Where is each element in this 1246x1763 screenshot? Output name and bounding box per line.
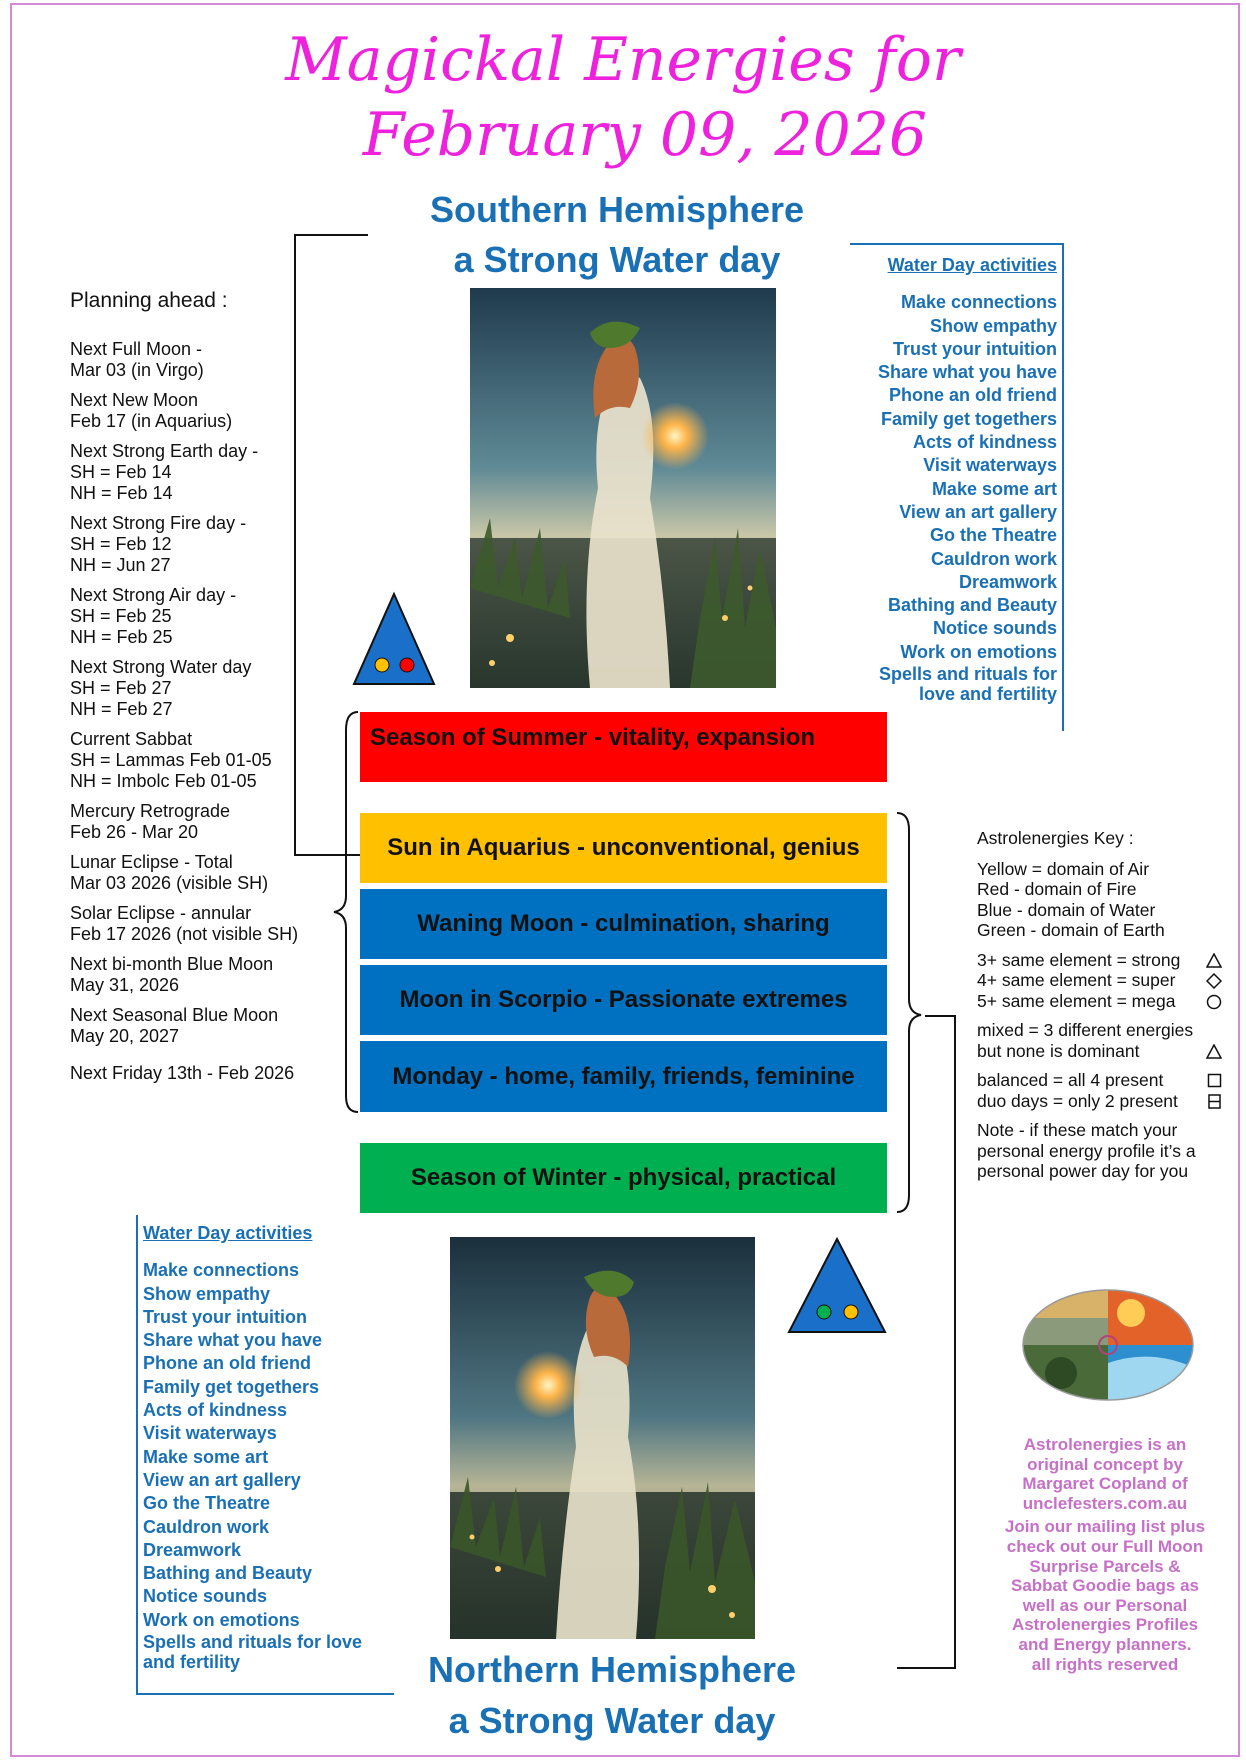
water-goddess-photo-bottom	[450, 1237, 755, 1639]
activity-item: Family get togethers	[880, 408, 1057, 429]
credit-paragraph: Join our mailing list plus check out our Full Moon Surprise Parcels & Sabbat Goodie bags as well as our Personal Astrolenergies Profiles and Energy planners.	[1004, 1517, 1206, 1654]
activities-left	[143, 1222, 388, 1672]
planning-item: Next Full Moon - Mar 03 (in Virgo)	[70, 339, 204, 380]
season-winter-bar: Season of Winter - physical, practical	[360, 1143, 887, 1213]
activity-item: Notice sounds	[143, 1586, 268, 1607]
triangle-icon	[1206, 1044, 1222, 1059]
activity-item: Spells and rituals for	[878, 664, 1057, 685]
southern-heading-line2: a Strong Water day	[453, 239, 781, 280]
activity-item: love and fertility	[918, 684, 1057, 705]
activity-item: Go the Theatre	[929, 525, 1057, 546]
activity-item: Visit waterways	[143, 1423, 277, 1444]
strong-water-triangle-north	[785, 1235, 889, 1337]
diamond-icon	[1206, 973, 1222, 989]
activity-item: Phone an old friend	[143, 1353, 312, 1374]
activity-item: Cauldron work	[143, 1516, 270, 1537]
key-color-water: Blue - domain of Water	[977, 899, 1156, 920]
planning-item: Next Strong Water day SH = Feb 27 NH = Feb 27	[70, 657, 252, 719]
planning-item: Next Strong Air day - SH = Feb 25 NH = Feb 25	[70, 585, 237, 647]
activity-item: Bathing and Beauty	[887, 595, 1057, 616]
activity-item: Family get togethers	[143, 1376, 320, 1397]
activity-item: Make some art	[931, 478, 1057, 499]
activity-item: Spells and rituals for love	[143, 1632, 363, 1653]
page-title-line2: February 09, 2026	[362, 100, 928, 170]
water-goddess-photo-top	[470, 288, 776, 688]
moon-phase-bar: Waning Moon - culmination, sharing	[360, 889, 887, 959]
key-mixed-line2: but none is dominant	[977, 1040, 1140, 1061]
activity-item: Acts of kindness	[912, 432, 1057, 453]
sun-sign-bar: Sun in Aquarius - unconventional, genius	[360, 813, 887, 883]
northern-heading-line1: Northern Hemisphere	[427, 1649, 797, 1690]
activity-item: View an art gallery	[899, 501, 1057, 522]
key-balanced: balanced = all 4 present	[977, 1070, 1164, 1090]
activity-item: Make connections	[900, 292, 1057, 313]
key-color-air: Yellow = domain of Air	[977, 858, 1150, 879]
activity-item: Dreamwork	[958, 571, 1057, 592]
credit-paragraph: Astrolenergies is an original concept by Margaret Copland of unclefesters.com.au	[1022, 1435, 1188, 1513]
activity-item: Acts of kindness	[143, 1400, 288, 1421]
moon-sign-bar: Moon in Scorpio - Passionate extremes	[360, 965, 887, 1035]
activities-right-header: Water Day activities	[887, 255, 1057, 275]
planning-item: Next Strong Earth day - SH = Feb 14 NH = Feb 14	[70, 441, 259, 503]
key-header: Astrolenergies Key :	[977, 828, 1134, 848]
planning-item: Next bi-month Blue Moon May 31, 2026	[70, 954, 274, 995]
planning-item: Solar Eclipse - annular Feb 17 2026 (not visible SH)	[70, 903, 299, 944]
activities-right-side-rule	[1062, 243, 1064, 731]
planning-item: Current Sabbat SH = Lammas Feb 01-05 NH = Imbolc Feb 01-05	[70, 729, 272, 791]
activity-item: Trust your intuition	[893, 338, 1057, 359]
key-mixed-line1: mixed = 3 different energies	[977, 1020, 1194, 1040]
activity-item: Share what you have	[143, 1330, 323, 1351]
activities-right	[855, 254, 1057, 704]
activity-item: Trust your intuition	[143, 1306, 307, 1327]
activity-item: Share what you have	[877, 362, 1057, 383]
key-mega: 5+ same element = mega	[977, 990, 1176, 1011]
activity-item: Make some art	[143, 1446, 269, 1467]
activity-item: Phone an old friend	[888, 385, 1057, 406]
activity-item: Make connections	[143, 1260, 300, 1281]
planning-item: Next Strong Fire day - SH = Feb 12 NH = Jun 27	[70, 513, 247, 575]
activities-left-header: Water Day activities	[143, 1223, 313, 1243]
activity-item: Dreamwork	[143, 1539, 242, 1560]
strong-water-triangle-south	[350, 590, 438, 688]
planning-item: Next Friday 13th - Feb 2026	[70, 1063, 295, 1083]
key-color-fire: Red - domain of Fire	[977, 879, 1137, 899]
key-color-earth: Green - domain of Earth	[977, 920, 1165, 940]
planning-item: Lunar Eclipse - Total Mar 03 2026 (visible SH)	[70, 852, 269, 893]
key-super: 4+ same element = super	[977, 970, 1176, 990]
activity-item: Work on emotions	[900, 641, 1057, 662]
activities-left-bottom-rule	[136, 1693, 394, 1695]
astrolenergies-logo	[1021, 1288, 1195, 1402]
planning-item: Next Seasonal Blue Moon May 20, 2027	[70, 1005, 279, 1046]
activity-item: View an art gallery	[143, 1469, 301, 1490]
activity-item: Work on emotions	[143, 1609, 300, 1630]
day-of-week-bar: Monday - home, family, friends, feminine	[360, 1041, 887, 1112]
key-duo: duo days = only 2 present	[977, 1090, 1178, 1111]
activity-item: Show empathy	[929, 315, 1057, 336]
credit-paragraph: all rights reserved	[1031, 1654, 1179, 1674]
planning-item: Next New Moon Feb 17 (in Aquarius)	[70, 390, 233, 431]
activities-right-top-rule	[850, 243, 1064, 245]
planning-item: Mercury Retrograde Feb 26 - Mar 20	[70, 801, 231, 842]
northern-heading-line2: a Strong Water day	[448, 1700, 776, 1741]
activity-item: Cauldron work	[930, 548, 1057, 569]
key-note-line1: Note - if these match your	[977, 1120, 1178, 1140]
astrolenergies-key	[977, 828, 1232, 1191]
key-strong: 3+ same element = strong	[977, 949, 1181, 970]
activity-item: Bathing and Beauty	[143, 1563, 313, 1584]
activities-left-side-rule	[136, 1215, 138, 1695]
page-title-line1: Magickal Energies for	[285, 25, 961, 95]
season-summer-bar: Season of Summer - vitality, expansion	[360, 712, 887, 782]
circle-icon	[1206, 994, 1222, 1010]
key-note-line3: personal power day for you	[977, 1161, 1189, 1181]
key-note-line2: personal energy profile it’s a	[977, 1140, 1196, 1161]
activity-item: and fertility	[143, 1652, 241, 1673]
split-rectangle-icon	[1207, 1094, 1222, 1109]
triangle-icon	[1206, 953, 1222, 968]
activity-item: Visit waterways	[923, 455, 1057, 476]
southern-heading-line1: Southern Hemisphere	[429, 189, 805, 230]
credit-text	[1000, 1435, 1210, 1674]
square-icon	[1207, 1073, 1222, 1088]
activity-item: Go the Theatre	[143, 1493, 271, 1514]
planning-ahead-header: Planning ahead :	[70, 289, 228, 312]
activity-item: Notice sounds	[932, 618, 1057, 639]
activity-item: Show empathy	[143, 1283, 271, 1304]
